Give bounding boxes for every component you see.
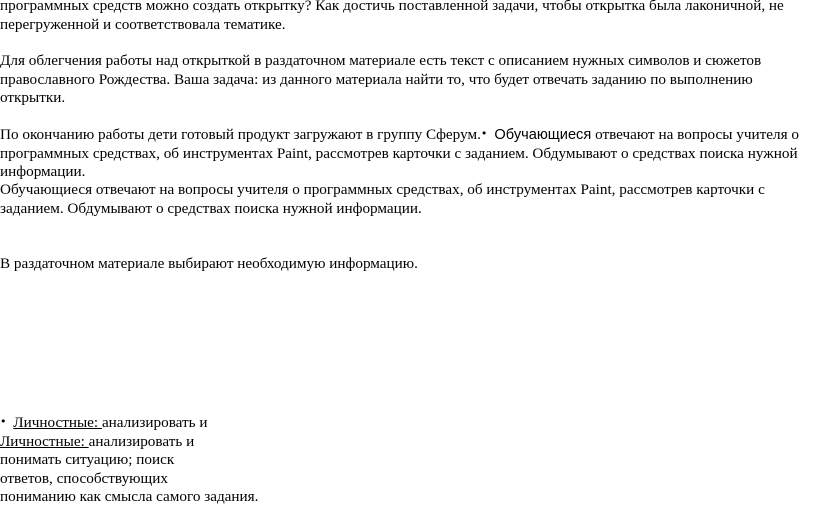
- personal-line-5: пониманию как смысла самого задания.: [0, 488, 259, 506]
- personal-line-2: [0, 433, 300, 452]
- paragraph-answers-text: отвечают на вопросы учителя о программных средствах, об инструментах Paint, рассмотрев карточки с заданием. Обдумывают о средствах поиска нужной информации.: [0, 126, 799, 181]
- paragraph-handout-text: Для облегчения работы над открыткой в раздаточном материале есть текст с описанием нужных символов и сюжетов православного Рождества. Ваша задача: из данного материала найти то, что будет отвечать заданию по выполнению открытки.: [0, 52, 762, 107]
- paragraph-students-answer: Обучающиеся отвечают на вопросы учителя о программных средствах, об инструментах Paint, рассмотрев карточки с заданием. Обдумывают о средствах поиска нужной информации.: [0, 181, 765, 217]
- personal-line-3: понимать ситуацию; поиск: [0, 451, 175, 469]
- bullet-icon: •: [480, 127, 488, 140]
- personal-text: анализировать и: [88, 432, 195, 450]
- personal-results-block: [0, 413, 300, 507]
- students-word: Обучающиеся: [490, 127, 592, 143]
- personal-line-4: ответов, способствующих: [0, 469, 168, 487]
- bullet-icon: •: [0, 415, 7, 428]
- personal-line-1: [0, 413, 300, 433]
- personal-label: Личностные:: [0, 432, 89, 450]
- personal-label: Личностные:: [13, 414, 102, 431]
- personal-text: анализировать и: [101, 414, 208, 431]
- paragraph-handout-select: В раздаточном материале выбирают необходимую информацию.: [0, 255, 418, 272]
- paragraph-upload-text: По окончанию работы дети готовый продукт загружают в группу Сферум.: [0, 126, 481, 143]
- paragraph-upload-sferum: [0, 125, 812, 182]
- paragraph-postcard-question: программных средств можно создать открытку? Как достичь поставленной задачи, чтобы открытка была лаконичной, не перегруженной и соответствовала тематике.: [0, 0, 784, 33]
